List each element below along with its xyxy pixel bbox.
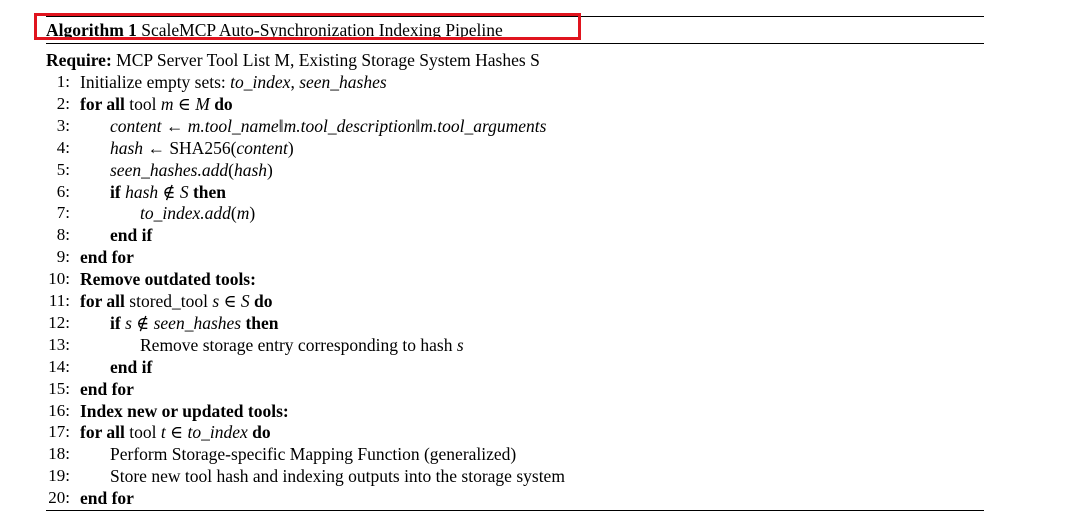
keyword: do xyxy=(252,422,271,443)
math-variable: S xyxy=(179,181,189,202)
math-variable: to_index xyxy=(230,72,291,92)
algorithm-title: ScaleMCP Auto-Synchronization Indexing Pipeline xyxy=(141,20,503,40)
keyword: end for xyxy=(80,247,134,268)
line-number: 19: xyxy=(48,466,70,486)
keyword: if xyxy=(110,312,121,333)
line-content xyxy=(140,334,464,356)
keyword: if xyxy=(110,181,121,202)
text-span: Remove storage entry corresponding to hash xyxy=(140,334,457,355)
line-number: 18: xyxy=(48,444,70,464)
text-span: stored_tool xyxy=(124,291,213,311)
math-variable: m xyxy=(160,93,174,114)
line-content xyxy=(110,312,279,334)
keyword: Index new or updated tools: xyxy=(80,400,289,421)
text-span: ( xyxy=(230,203,237,224)
math-variable: to_index xyxy=(187,422,248,443)
require-text: MCP Server Tool List M, Existing Storage System Hashes S xyxy=(116,50,540,70)
line-number: 5: xyxy=(56,159,70,179)
line-content xyxy=(110,115,546,137)
text-span: , xyxy=(290,72,300,92)
keyword: Remove outdated tools: xyxy=(80,269,256,290)
line-content xyxy=(110,224,152,246)
caption-rule xyxy=(46,43,984,44)
math-variable: s xyxy=(125,312,132,333)
math-variable: hash xyxy=(110,137,144,158)
keyword: for all xyxy=(80,422,125,443)
line-number: 20: xyxy=(48,488,70,508)
text-span: ) xyxy=(287,137,294,158)
line-content xyxy=(80,290,273,312)
keyword: for all xyxy=(80,93,125,114)
line-content xyxy=(110,465,565,487)
text-span: Perform Storage-specific Mapping Function (generalized) xyxy=(110,444,517,465)
line-content xyxy=(110,137,294,159)
line-content xyxy=(140,202,255,224)
require-keyword: Require: xyxy=(46,50,112,70)
line-number: 6: xyxy=(56,181,70,201)
math-variable: content xyxy=(110,115,162,136)
line-number: 9: xyxy=(56,247,70,267)
line-number: 11: xyxy=(48,291,70,310)
text-span: ← SHA256( xyxy=(143,137,237,158)
line-content xyxy=(80,487,134,509)
math-variable: s xyxy=(456,334,464,355)
math-variable: M xyxy=(195,93,210,114)
math-variable: seen_hashes xyxy=(299,72,387,92)
text-span: ∈ xyxy=(173,93,196,114)
math-variable: S xyxy=(240,291,250,311)
line-number: 1: xyxy=(56,72,70,91)
math-variable: t xyxy=(160,422,166,443)
math-variable: hash xyxy=(233,159,267,180)
line-content xyxy=(80,268,256,290)
text-span: ) xyxy=(267,159,273,180)
line-number: 4: xyxy=(56,137,70,157)
line-content xyxy=(110,443,516,465)
math-variable: content xyxy=(236,137,288,158)
line-number: 15: xyxy=(48,378,70,398)
math-variable: m xyxy=(236,203,250,224)
text-span: ‖ xyxy=(415,115,421,136)
line-content xyxy=(80,246,134,268)
line-number: 16: xyxy=(48,400,70,420)
line-content xyxy=(80,71,387,93)
line-content xyxy=(80,378,134,400)
line-number: 7: xyxy=(56,203,70,223)
line-number: 12: xyxy=(48,312,70,332)
text-span: ∉ xyxy=(131,312,154,333)
keyword: then xyxy=(245,312,279,333)
line-number: 10: xyxy=(48,269,70,289)
text-span: tool xyxy=(124,93,161,114)
keyword: end if xyxy=(110,225,153,246)
line-content xyxy=(80,421,271,443)
line-content xyxy=(110,181,226,203)
keyword: end if xyxy=(110,356,153,377)
text-span: ∉ xyxy=(158,181,180,202)
line-number: 13: xyxy=(48,334,70,354)
math-variable: seen_hashes xyxy=(153,312,242,333)
text-span: ← xyxy=(161,115,188,136)
line-content xyxy=(80,400,289,422)
keyword: for all xyxy=(80,291,125,311)
line-number: 2: xyxy=(56,93,70,113)
line-number: 17: xyxy=(48,422,70,442)
line-number: 14: xyxy=(48,356,70,376)
caption-highlight-box xyxy=(34,13,581,40)
keyword: do xyxy=(214,93,233,114)
line-number: 8: xyxy=(56,225,70,245)
line-number: 3: xyxy=(56,115,70,135)
text-span: ‖ xyxy=(278,115,284,136)
math-variable: s xyxy=(212,291,220,311)
line-content xyxy=(110,159,273,181)
math-variable: m.tool_arguments xyxy=(420,115,547,136)
require-line xyxy=(46,49,540,71)
text-span: ∈ xyxy=(219,291,241,311)
text-span: tool xyxy=(124,422,161,443)
math-variable: hash xyxy=(125,181,159,202)
line-content xyxy=(80,93,233,115)
keyword: do xyxy=(254,291,273,311)
keyword: end for xyxy=(80,378,134,399)
text-span: ( xyxy=(228,159,234,180)
bottom-rule xyxy=(46,510,984,511)
math-variable: m.tool_description xyxy=(283,115,416,136)
text-span: Store new tool hash and indexing outputs into the storage system xyxy=(110,466,565,487)
math-variable: m.tool_name xyxy=(187,115,279,136)
algorithm-label: Algorithm 1 xyxy=(46,20,137,40)
keyword: then xyxy=(192,181,227,202)
math-variable: seen_hashes.add xyxy=(110,159,229,180)
text-span: ) xyxy=(249,203,256,224)
text-span: ∈ xyxy=(165,422,188,443)
math-variable: to_index.add xyxy=(140,203,231,224)
keyword: end for xyxy=(80,488,134,509)
text-span: Initialize empty sets: xyxy=(80,72,231,92)
line-content xyxy=(110,356,152,378)
